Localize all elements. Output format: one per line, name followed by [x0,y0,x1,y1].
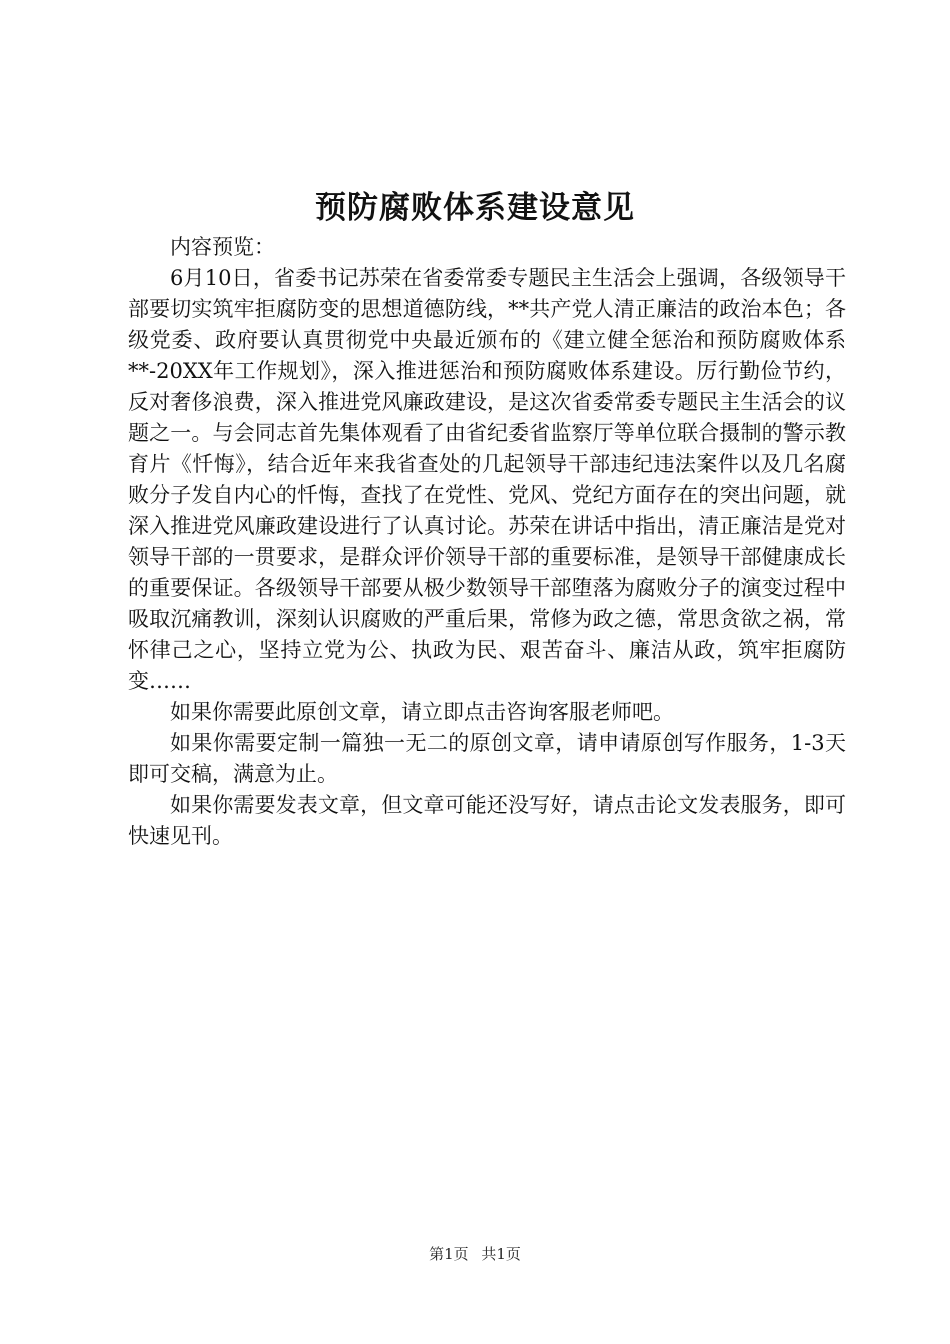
custom-writing-paragraph: 如果你需要定制一篇独一无二的原创文章，请申请原创写作服务，1-3天即可交稿，满意为止。 [128,731,846,786]
page-footer [0,1244,950,1264]
main-paragraph: 6月10日，省委书记苏荣在省委常委专题民主生活会上强调，各级领导干部要切实筑牢拒腐防变的思想道德防线，**共产党人清正廉洁的政治本色；各级党委、政府要认真贯彻党中央最近颁布的《建立健全惩治和预防腐败体系**-20XX年工作规划》，深入推进惩治和预防腐败体系建设。厉行勤俭节约，反对奢侈浪费，深入推进党风廉政建设，是这次省委常委专题民主生活会的议题之一。与会同志首先集体观看了由省纪委省监察厅等单位联合摄制的警示教育片《忏悔》，结合近年来我省查处的几起领导干部违纪违法案件以及几名腐败分子发自内心的忏悔，查找了在党性、党风、党纪方面存在的突出问题，就深入推进党风廉政建设进行了认真讨论。苏荣在讲话中指出，清正廉洁是党对领导干部的一贯要求，是群众评价领导干部的重要标准，是领导干部健康成长的重要保证。各级领导干部要从极少数领导干部堕落为腐败分子的演变过程中吸取沉痛教训，深刻认识腐败的严重后果，常修为政之德，常思贪欲之祸，常怀律己之心，坚持立党为公、执政为民、艰苦奋斗、廉洁从政，筑牢拒腐防变…… [128,266,846,693]
document-body [128,232,846,852]
page-total: 共1页 [481,1245,521,1263]
document-title: 预防腐败体系建设意见 [315,190,635,226]
page-number: 第1页 [429,1245,469,1263]
preview-label: 内容预览： [170,235,275,259]
consult-paragraph: 如果你需要此原创文章，请立即点击咨询客服老师吧。 [170,700,674,724]
publish-paragraph: 如果你需要发表文章，但文章可能还没写好，请点击论文发表服务，即可快速见刊。 [128,793,846,848]
